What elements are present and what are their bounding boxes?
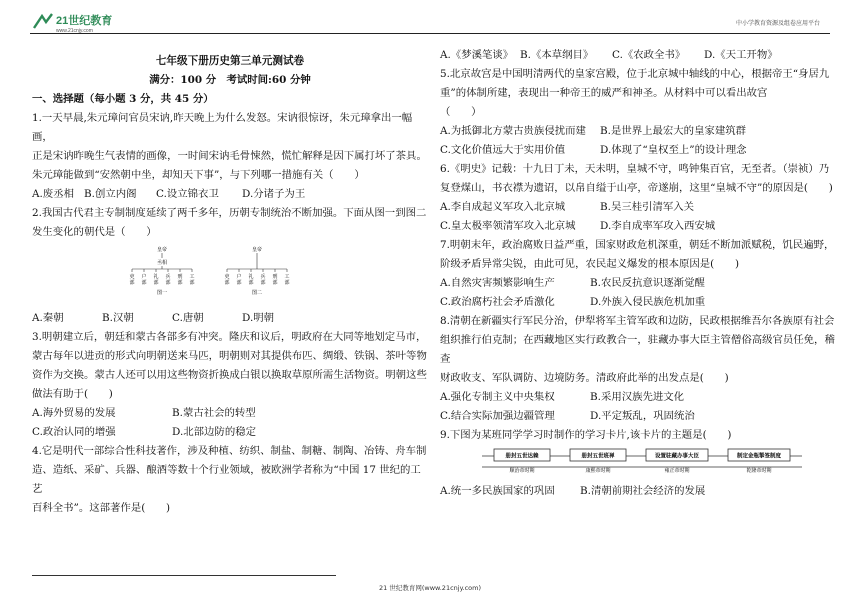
q4-line: 百科全书”。这部著作是( ) (32, 502, 171, 514)
page-header (0, 0, 860, 36)
q5-line: （ ） (440, 106, 482, 118)
q7-option-c[interactable]: C.政治腐朽社会矛盾激化 (440, 296, 555, 308)
q4-line: 4.它是明代一部综合性科技著作，涉及种植、纺织、制盐、制糖、制陶、冶铸、舟车制 (32, 445, 427, 457)
fig2-dept: 工 (284, 274, 290, 280)
site-logo (30, 10, 150, 34)
q5-option-d[interactable]: D.体现了“皇权至上”的设计理念 (600, 144, 747, 156)
logo-url: www.21cnjy.com (56, 28, 93, 34)
fig2-dept-suffix: 部 (260, 280, 266, 286)
q9-option-a[interactable]: A.统一多民族国家的巩固 (440, 485, 555, 497)
q2-line: 2.我国古代君主专制制度延续了两千多年，历朝专制统治不断加强。下面从图一到图二 (32, 207, 427, 219)
q5-options-row2 (440, 141, 836, 160)
q3-options-row2 (32, 423, 428, 442)
fig2-emperor: 皇帝 (251, 247, 263, 253)
left-column (32, 48, 428, 518)
q1-option-a[interactable]: A.废丞相 (32, 188, 74, 200)
fig2-dept-suffix: 部 (248, 280, 254, 286)
q6-options-row2 (440, 217, 836, 236)
q4-options (440, 46, 836, 65)
learning-card (494, 449, 550, 474)
card-event: 设置驻藏办事大臣 (654, 453, 700, 460)
card-period: 雍正帝时期 (664, 468, 690, 474)
q2-option-b[interactable]: B.汉朝 (102, 312, 134, 324)
learning-card (646, 449, 708, 474)
q8-line: 财政收支、军队调防、边境防务。清政府此举的出发点是( ) (440, 372, 729, 384)
q6-option-d[interactable]: D.李自成率军攻入西安城 (600, 220, 716, 232)
fig1-caption: 图一 (156, 290, 168, 296)
q8-option-a[interactable]: A.强化专制主义中央集权 (440, 391, 555, 403)
q8-option-d[interactable]: D.平定叛乱，巩固统治 (590, 410, 695, 422)
card-event: 册封五世班禅 (581, 453, 615, 460)
q4-line: 造、造纸、采矿、兵器、酿酒等数十个行业领域，被欧洲学者称为“中国 17 世纪的工艺 (32, 464, 421, 495)
exam-meta: 满分：100 分 考试时间:60 分钟 (149, 74, 311, 86)
fig1-dept: 刑 (177, 274, 183, 280)
fig1-chancellor: 丞相 (156, 260, 168, 266)
fig2-dept: 刑 (272, 274, 278, 280)
q3-line: 做法有助于( ) (32, 388, 113, 400)
header-platform-text: 中小学教育资源及组卷应用平台 (735, 20, 820, 27)
q1-option-b[interactable]: B.创立内阁 (84, 188, 137, 200)
q1-line: 1.一天早晨,朱元璋问官员宋讷,昨天晚上为什么发怒。宋讷很惊讶，朱元璋拿出一幅画， (32, 112, 413, 143)
section-heading: 一、选择题（每小题 3 分，共 45 分） (32, 93, 214, 105)
fig1-dept: 兵 (165, 274, 171, 280)
q9-line: 9.下图为某班同学学习时制作的学习卡片,该卡片的主题是( ) (440, 429, 732, 441)
q5-line: 5.北京故宫是中国明清两代的皇家宫殿，位于北京城中轴线的中心，根据帝王“身居九 (440, 68, 830, 80)
header-divider (30, 33, 830, 34)
q2-figure (122, 244, 302, 302)
q3-line: 资作为交换。蒙古人还可以用这些物资折换成白银以换取草原所需生活物资。明朝这些 (32, 369, 427, 381)
q6-line: 复登煤山，书衣襟为遗诏，以帛自缢于山亭，帝遂崩，这里“皇城不守”的原因是( ) (440, 182, 833, 194)
q6-line: 6.《明史》记载：十九日丁未，天未明，皇城不守，鸣钟集百官，无至者。（崇祯）乃 (440, 163, 830, 175)
q5-option-c[interactable]: C.文化价值远大于实用价值 (440, 144, 566, 156)
q1-option-d[interactable]: D.分诸子为王 (242, 188, 306, 200)
card-period: 乾隆帝时期 (746, 468, 772, 474)
fig1-emperor: 皇帝 (156, 247, 168, 253)
q7-option-a[interactable]: A.自然灾害频繁影响生产 (440, 277, 555, 289)
q8-line: 组织推行伯克制；在西藏地区实行政教合一，驻藏办事大臣主管僧俗高级官员任免，稽查 (440, 334, 835, 365)
card-event: 制定金瓶掣签制度 (736, 453, 782, 460)
q3-option-c[interactable]: C.政治认同的增强 (32, 426, 116, 438)
q3-line: 蒙古每年以进贡的形式向明朝送来马匹，明朝则对其提供布匹、绸缎、铁锅、茶叶等物 (32, 350, 427, 362)
learning-card (570, 449, 626, 474)
fig2-dept: 户 (236, 274, 242, 280)
fig1-dept-suffix: 部 (177, 280, 183, 286)
q2-option-a[interactable]: A.秦朝 (32, 312, 64, 324)
fig1-dept-suffix: 部 (141, 280, 147, 286)
exam-title: 七年级下册历史第三单元测试卷 (155, 55, 305, 67)
q4-option-d[interactable]: D.《天工开物》 (704, 49, 778, 61)
q7-options-row1 (440, 274, 836, 293)
fig1-dept: 吏 (129, 274, 135, 280)
fig2-dept-suffix: 部 (284, 280, 290, 286)
card-event: 册封五世达赖 (505, 453, 539, 460)
q8-option-c[interactable]: C.结合实际加强边疆管理 (440, 410, 555, 422)
q4-option-a[interactable]: A.《梦溪笔谈》 (440, 49, 514, 61)
fig2-dept-suffix: 部 (224, 280, 230, 286)
q7-option-b[interactable]: B.农民反抗意识逐渐觉醒 (590, 277, 705, 289)
q2-line: 发生变化的朝代是（ ） (32, 226, 157, 238)
q9-learning-cards (472, 447, 812, 475)
q3-option-d[interactable]: D.北部边防的稳定 (172, 426, 256, 438)
q4-option-b[interactable]: B.《本草纲目》 (520, 49, 594, 61)
q7-line: 7.明朝末年，政治腐败日益严重，国家财政危机深重，朝廷不断加派赋税，饥民遍野， (440, 239, 835, 251)
q9-options-row1 (440, 482, 836, 501)
q3-options-row1 (32, 404, 428, 423)
fig1-dept: 礼 (153, 274, 159, 280)
q8-options-row1 (440, 388, 836, 407)
runner-icon (34, 14, 52, 28)
learning-card (728, 449, 790, 474)
q8-option-b[interactable]: B.采用汉族先进文化 (590, 391, 685, 403)
q1-line: 朱元璋能做到“安然朝中坐，却知天下事”，与下列哪一措施有关（ ） (32, 169, 365, 181)
q1-options (32, 185, 428, 204)
fig1-dept-suffix: 部 (153, 280, 159, 286)
fig1-dept-suffix: 部 (189, 280, 195, 286)
fig2-dept: 兵 (260, 274, 266, 280)
q3-option-a[interactable]: A.海外贸易的发展 (32, 407, 116, 419)
q3-line: 3.明朝建立后，朝廷和蒙古各部多有冲突。隆庆和议后，明政府在大同等地划定马市， (32, 331, 427, 343)
q5-line: 重”的体制所建，表现出一种帝王的威严和神圣。从材料中可以看出故宫 (440, 87, 768, 99)
q2-options (32, 309, 428, 328)
q1-option-c[interactable]: C.设立锦衣卫 (156, 188, 219, 200)
right-column (440, 46, 836, 501)
fig2-caption: 图二 (251, 290, 263, 296)
fig2-dept: 吏 (224, 274, 230, 280)
q7-line: 阶级矛盾异常尖锐，由此可见，农民起义爆发的根本原因是( ) (440, 258, 740, 270)
q5-option-a[interactable]: A.为抵御北方蒙古贵族侵扰而建 (440, 125, 586, 137)
card-period: 康熙帝时期 (585, 468, 611, 474)
q2-option-d[interactable]: D.明朝 (242, 312, 275, 324)
q8-options-row2 (440, 407, 836, 426)
q6-options-row1 (440, 198, 836, 217)
q6-option-b[interactable]: B.吴三桂引清军入关 (600, 201, 695, 213)
fig2-dept: 礼 (248, 274, 254, 280)
q1-line: 正是宋讷昨晚生气表情的画像，一时间宋讷毛骨悚然，慌忙解释是因下属打坏了茶具。 (32, 150, 427, 162)
fig1-dept-suffix: 部 (165, 280, 171, 286)
fig2-dept-suffix: 部 (272, 280, 278, 286)
q9-option-b[interactable]: B.清朝前期社会经济的发展 (580, 485, 706, 497)
q3-option-b[interactable]: B.蒙古社会的转型 (172, 407, 256, 419)
q7-option-d[interactable]: D.外族入侵民族危机加重 (590, 296, 706, 308)
q5-options-row1 (440, 122, 836, 141)
card-period: 顺治帝时期 (509, 468, 535, 474)
fig1-dept: 户 (141, 274, 147, 280)
page-footer: 21 世纪教育网(www.21cnjy.com) (379, 584, 481, 592)
logo-text: 21世纪教育 (56, 15, 113, 27)
fig1-depts (129, 269, 194, 286)
fig1-dept-suffix: 部 (129, 280, 135, 286)
q5-option-b[interactable]: B.是世界上最宏大的皇家建筑群 (600, 125, 747, 137)
q2-option-c[interactable]: C.唐朝 (172, 312, 204, 324)
fig2-depts (224, 269, 289, 286)
footer-divider (32, 575, 336, 576)
fig1-dept: 工 (189, 274, 195, 280)
fig2-dept-suffix: 部 (236, 280, 242, 286)
q4-option-c[interactable]: C.《农政全书》 (612, 49, 686, 61)
q6-option-a[interactable]: A.李自成起义军攻入北京城 (440, 201, 566, 213)
q8-line: 8.清朝在新疆实行军民分治，伊犁将军主管军政和边防，民政根据维吾尔各族原有社会 (440, 315, 835, 327)
q6-option-c[interactable]: C.皇太极率领清军攻入北京城 (440, 220, 576, 232)
q7-options-row2 (440, 293, 836, 312)
